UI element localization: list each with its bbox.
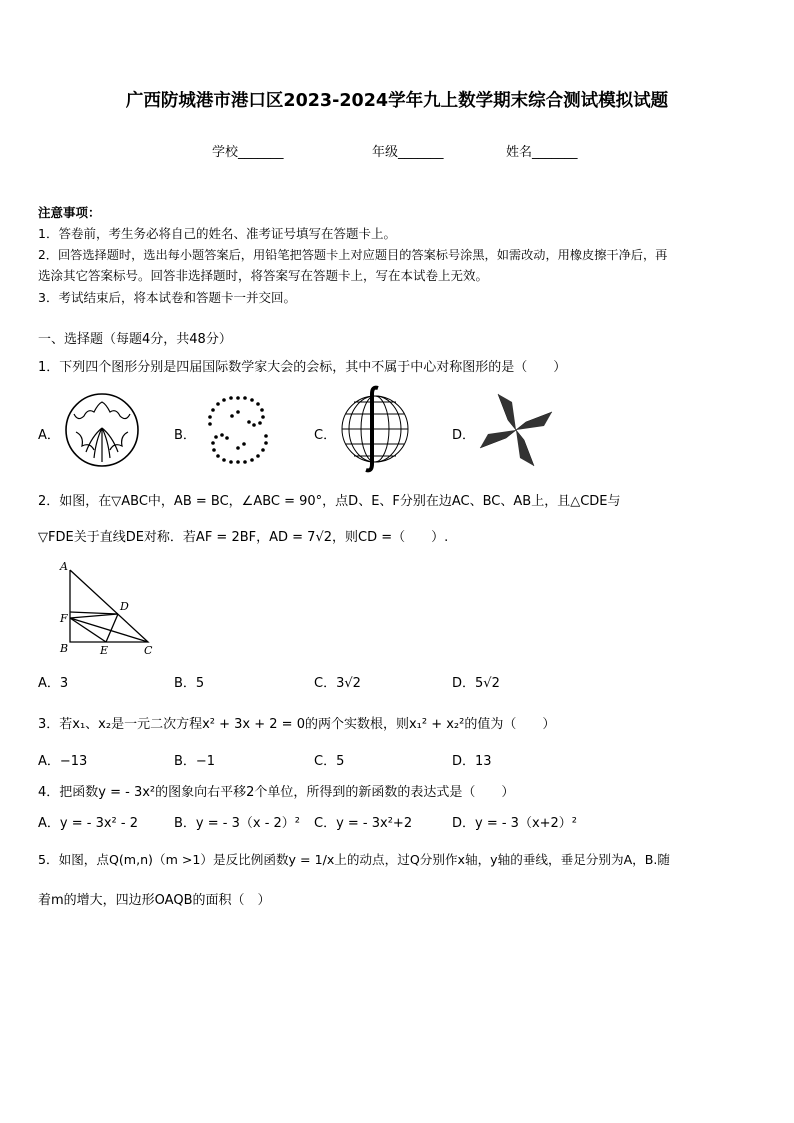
school-field: 学校_______ xyxy=(212,145,284,160)
question-5-line-1: 5．如图，点Q(m,n)（m >1）是反比例函数y = 1/x上的动点，过Q分别作x轴，y轴的垂线，垂足分别为A，B.随 xyxy=(38,852,671,867)
q2-option-c: C．3√2 xyxy=(314,676,361,691)
q2-option-b: B．5 xyxy=(174,676,205,691)
notes-heading: 注意事项： xyxy=(38,205,101,220)
logo-figure-c xyxy=(338,384,412,474)
q2-triangle-figure xyxy=(56,560,160,660)
q3-option-b: B．−1 xyxy=(174,754,216,769)
q1-option-d: D． xyxy=(452,428,476,443)
q1-option-a: A． xyxy=(38,428,60,443)
logo-figure-b xyxy=(200,392,276,468)
question-2-line-2: ▽FDE关于直线DE对称．若AF = 2BF，AD = 7√2，则CD =（ ）. xyxy=(38,530,449,545)
logo-figure-a xyxy=(64,392,140,468)
question-5-line-2: 着m的增大，四边形OAQB的面积（ ） xyxy=(38,893,271,908)
note-item-2: 2．回答选择题时，选出每小题答案后，用铅笔把答题卡上对应题目的答案标号涂黑，如需改动，用橡皮擦干净后，再 xyxy=(38,248,668,262)
q2-option-a: A．3 xyxy=(38,676,69,691)
q4-option-b: B．y = - 3（x - 2）² xyxy=(174,816,300,831)
label-e: E xyxy=(100,644,109,657)
note-item-2-cont: 选涂其它答案标号。回答非选择题时，将答案写在答题卡上，写在本试卷上无效。 xyxy=(38,268,489,283)
note-item-1: 1．答卷前，考生务必将自己的姓名、准考证号填写在答题卡上。 xyxy=(38,226,396,241)
question-2-line-1: 2．如图，在▽ABC中，AB = BC，∠ABC = 90°，点D、E、F分别在边AC、BC、AB上，且△CDE与 xyxy=(38,494,621,509)
q3-option-c: C．5 xyxy=(314,754,345,769)
page-title: 广西防城港市港口区2023-2024学年九上数学期末综合测试模拟试题 xyxy=(125,91,669,111)
label-c: C xyxy=(144,644,153,657)
label-f: F xyxy=(60,612,68,625)
grade-field: 年级_______ xyxy=(372,145,444,160)
q3-option-a: A．−13 xyxy=(38,754,88,769)
q3-option-d: D．13 xyxy=(452,754,492,769)
q4-option-d: D．y = - 3（x+2）² xyxy=(452,816,578,831)
label-d: D xyxy=(120,600,129,613)
question-4: 4．把函数y = - 3x²的图象向右平移2个单位，所得到的新函数的表达式是（ ） xyxy=(38,785,515,800)
note-item-3: 3．考试结束后，将本试卷和答题卡一并交回。 xyxy=(38,290,296,305)
question-3: 3．若x₁、x₂是一元二次方程x² + 3x + 2 = 0的两个实数根，则x₁² + x₂²的值为（ ） xyxy=(38,717,556,732)
q1-option-b: B． xyxy=(174,428,196,443)
q1-option-c: C． xyxy=(314,428,337,443)
name-field: 姓名_______ xyxy=(506,145,578,160)
label-a: A xyxy=(60,560,68,573)
label-b: B xyxy=(60,642,69,655)
q2-option-d: D．5√2 xyxy=(452,676,500,691)
section-heading: 一、选择题（每题4分，共48分） xyxy=(38,332,232,347)
question-1: 1．下列四个图形分别是四届国际数学家大会的会标，其中不属于中心对称图形的是（ ） xyxy=(38,360,567,375)
logo-figure-d xyxy=(478,392,554,468)
q4-option-a: A．y = - 3x² - 2 xyxy=(38,816,138,831)
q4-option-c: C．y = - 3x²+2 xyxy=(314,816,413,831)
